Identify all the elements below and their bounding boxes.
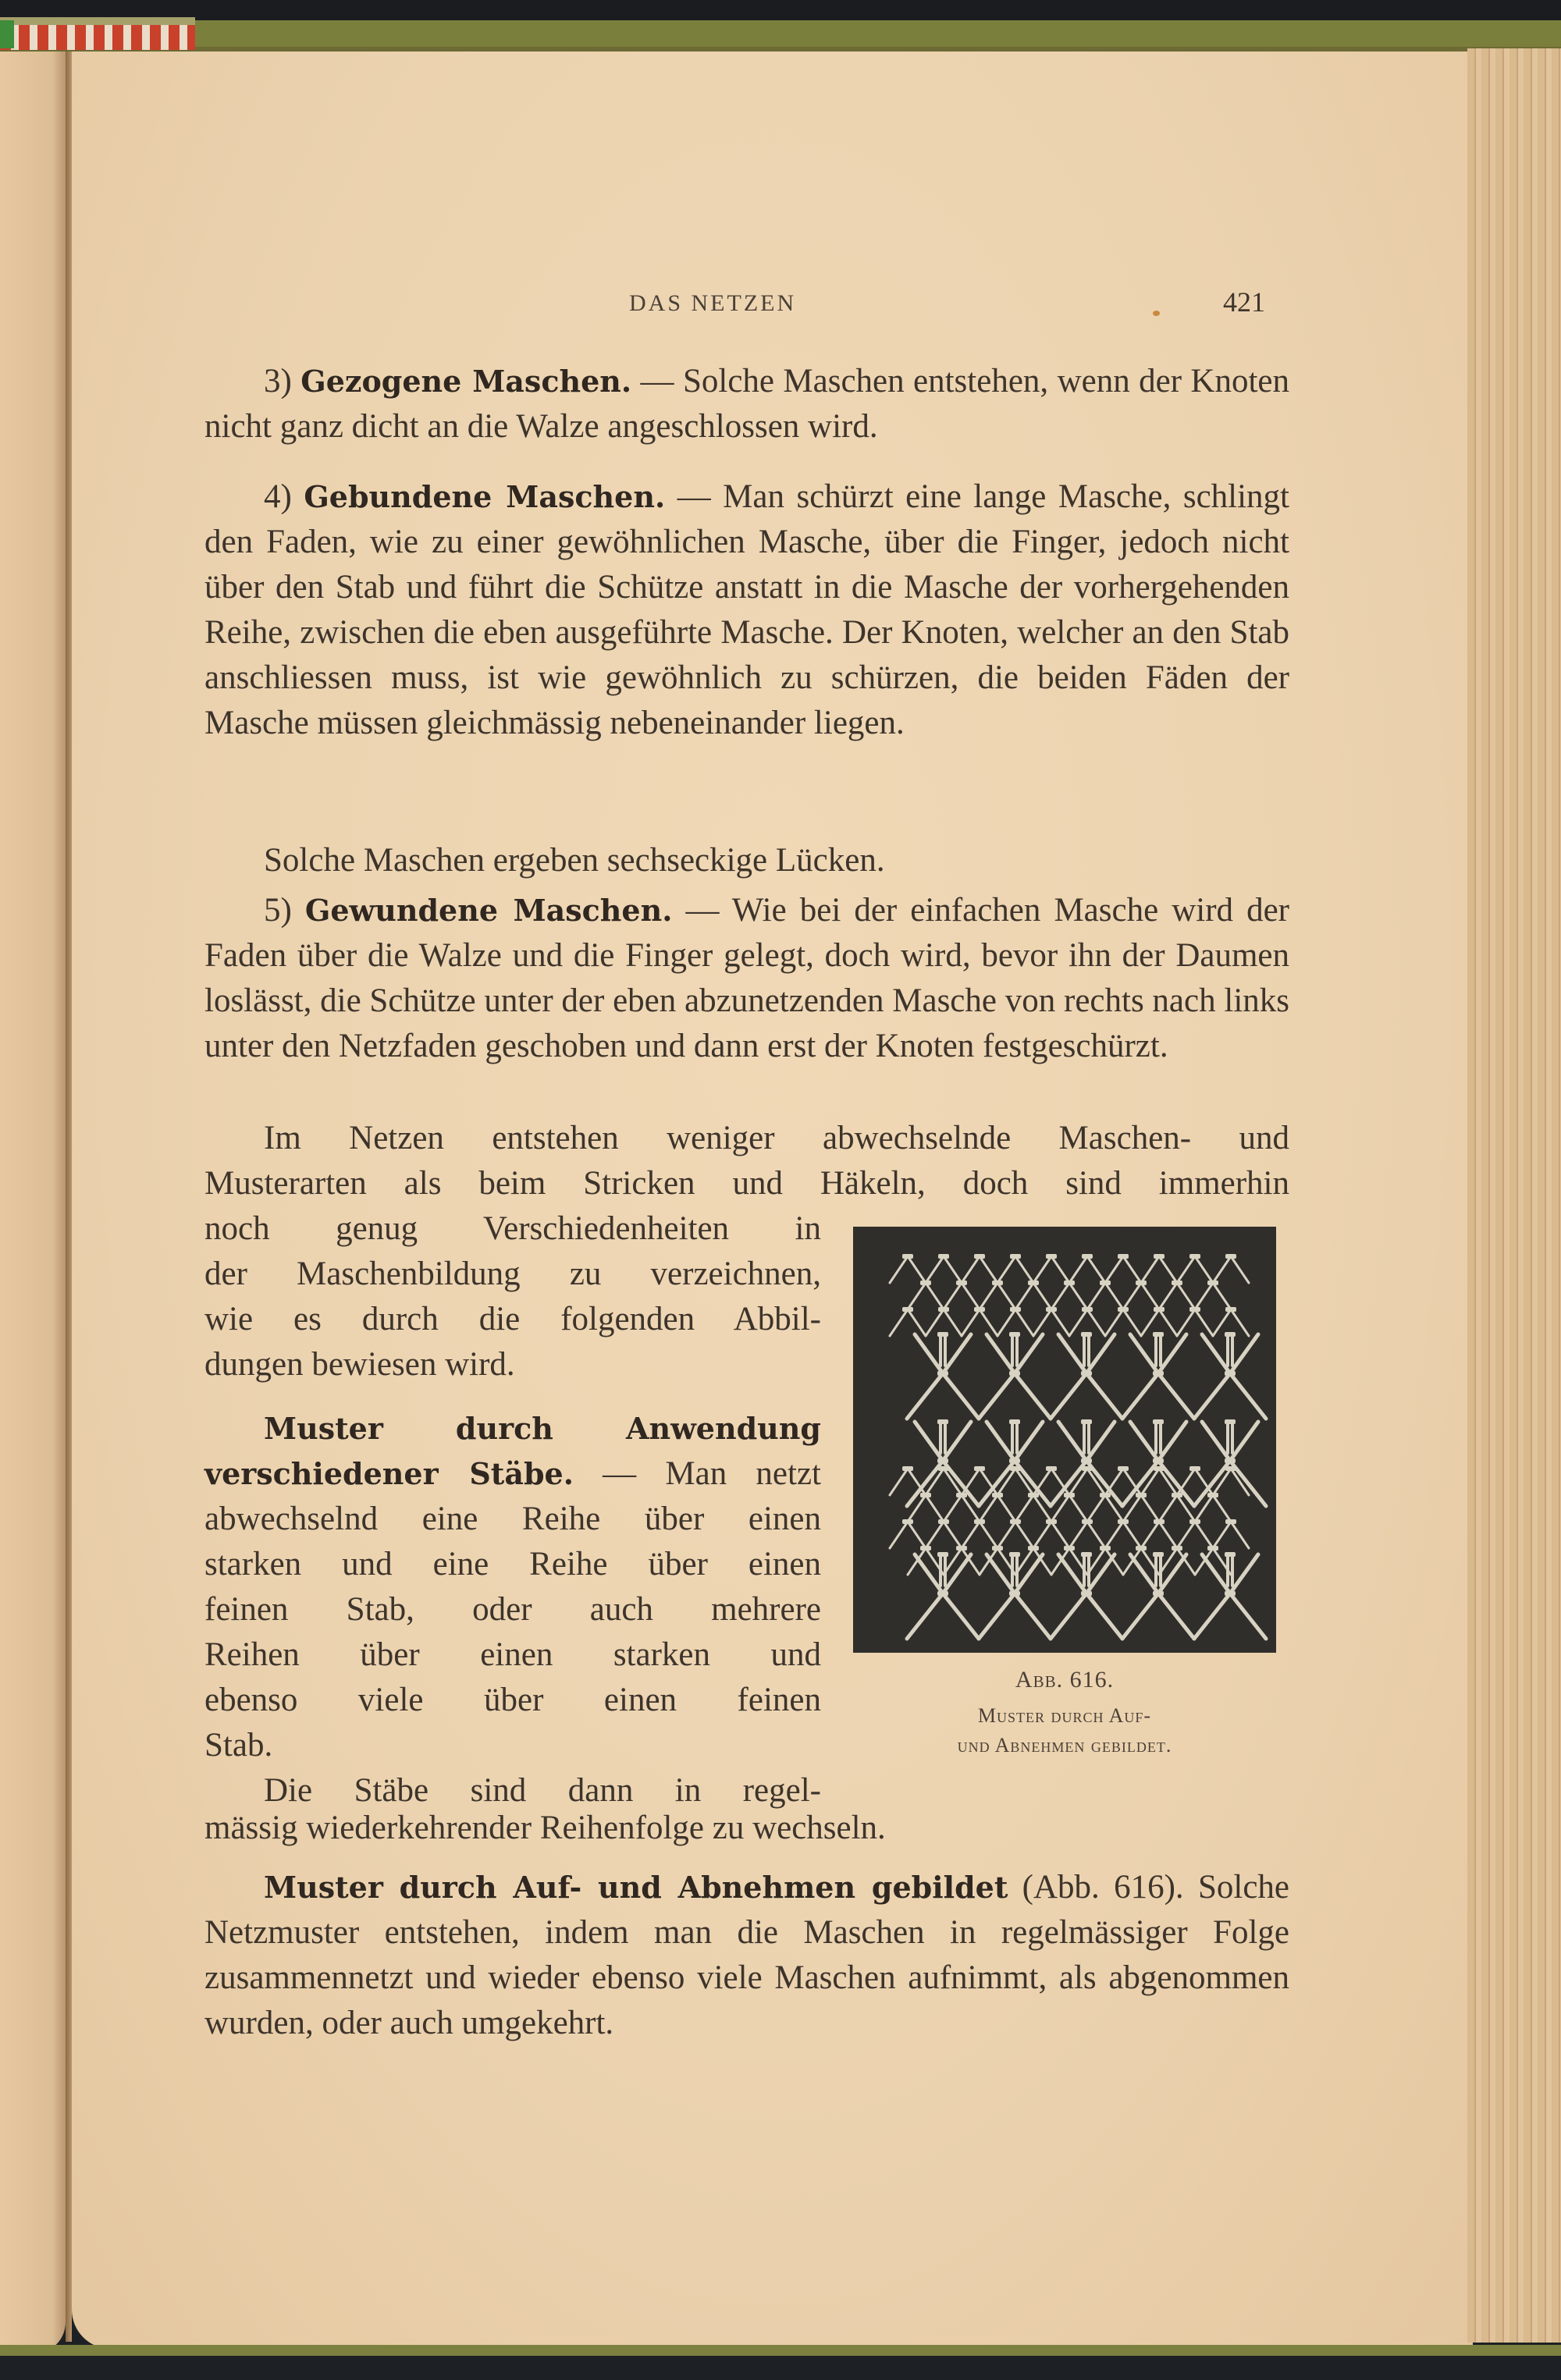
- net-thread: [1213, 1522, 1231, 1548]
- text-line: Die Stäbe sind dann in regel-: [264, 1772, 821, 1809]
- net-thread: [987, 1334, 1015, 1373]
- net-knot: [1154, 1307, 1165, 1312]
- net-thread: [915, 1334, 943, 1373]
- net-thread: [915, 1422, 943, 1461]
- net-thread: [979, 1373, 1015, 1419]
- net-thread: [908, 1283, 926, 1309]
- net-knot: [937, 1552, 948, 1557]
- net-thread: [980, 1283, 997, 1309]
- net-knot: [1225, 1466, 1236, 1471]
- net-thread: [980, 1309, 997, 1336]
- text-line: dungen bewiesen wird.: [204, 1346, 515, 1383]
- net-knot: [1028, 1281, 1039, 1285]
- net-thread: [997, 1495, 1015, 1522]
- net-thread: [908, 1522, 926, 1548]
- net-knot: [1009, 1552, 1020, 1557]
- item-number: 3): [264, 363, 292, 400]
- net-thread: [1105, 1495, 1123, 1522]
- paragraph-auf-abnehmen: [204, 1865, 1289, 2046]
- net-thread: [890, 1522, 908, 1548]
- net-thread: [908, 1548, 926, 1575]
- net-thread: [1015, 1256, 1033, 1283]
- paragraph-sechseckige: [204, 838, 1289, 883]
- net-thread: [890, 1309, 908, 1336]
- net-knot: [1010, 1519, 1021, 1524]
- net-thread: [1123, 1283, 1141, 1309]
- net-thread: [1177, 1495, 1195, 1522]
- netting-illustration: [853, 1227, 1276, 1653]
- net-thread: [1159, 1283, 1177, 1309]
- paragraph-gewundene-maschen: [204, 888, 1289, 1069]
- net-knot: [1010, 1254, 1021, 1259]
- net-knot: [974, 1519, 985, 1524]
- net-knot: [1082, 1466, 1093, 1471]
- net-knot: [1136, 1281, 1147, 1285]
- net-thread: [1015, 1554, 1043, 1593]
- net-thread: [1202, 1554, 1230, 1593]
- net-thread: [907, 1373, 943, 1419]
- net-thread: [1194, 1373, 1230, 1419]
- net-thread: [1033, 1283, 1051, 1309]
- net-thread: [1177, 1309, 1195, 1336]
- net-thread: [1086, 1422, 1115, 1461]
- net-thread: [1087, 1256, 1105, 1283]
- text-line: der Maschenbildung zu verzeichnen,: [204, 1256, 821, 1292]
- net-knot: [1118, 1466, 1129, 1471]
- page-gutter: [66, 52, 72, 2342]
- net-knot: [1136, 1546, 1147, 1551]
- net-knot: [938, 1307, 949, 1312]
- net-thread: [1069, 1522, 1087, 1548]
- net-thread: [1195, 1522, 1213, 1548]
- net-thread: [987, 1554, 1015, 1593]
- net-thread: [1141, 1283, 1159, 1309]
- paragraph-intro-lines: [204, 1116, 1289, 1206]
- net-knot: [902, 1519, 913, 1524]
- net-knot: [1100, 1546, 1111, 1551]
- net-thread: [997, 1256, 1015, 1283]
- running-head: DAS NETZEN: [629, 290, 797, 316]
- text-line: Im Netzen entstehen weniger abwechselnde Maschen- und: [264, 1120, 1289, 1156]
- net-knot: [1136, 1493, 1147, 1497]
- net-knot: [1225, 1419, 1236, 1424]
- net-knot: [1081, 1552, 1092, 1557]
- section-heading: Muster durch Anwendung: [264, 1411, 821, 1446]
- net-thread: [1195, 1548, 1213, 1575]
- net-thread: [926, 1522, 944, 1548]
- net-knot: [1009, 1419, 1020, 1424]
- net-thread: [1051, 1373, 1086, 1419]
- net-knot: [902, 1307, 913, 1312]
- paragraph-text: — Wie bei der einfachen Masche wird der Faden über die Walze und die Finger gelegt, doch wird, bevor ihn der Daumen loslässt, die Schütze unter der eben abzunetzenden Masche von rechts nach links unter den Netzfaden geschoben und dann erst der Knoten festgeschürzt.: [204, 892, 1289, 1064]
- net-thread: [1141, 1495, 1159, 1522]
- net-thread: [1086, 1593, 1122, 1639]
- net-thread: [1213, 1283, 1231, 1309]
- net-thread: [1158, 1554, 1186, 1593]
- paragraph-text: Solche Maschen ergeben sechseckige Lücken.: [264, 842, 885, 879]
- net-knot: [1082, 1307, 1093, 1312]
- net-knot: [956, 1281, 967, 1285]
- net-thread: [1123, 1522, 1141, 1548]
- net-knot: [920, 1493, 931, 1497]
- net-thread: [1158, 1334, 1186, 1373]
- section-heading: verschiedener Stäbe.: [204, 1456, 574, 1491]
- net-thread: [1141, 1256, 1159, 1283]
- net-knot: [1189, 1466, 1200, 1471]
- net-thread: [926, 1283, 944, 1309]
- net-thread: [1130, 1334, 1158, 1373]
- net-thread: [1015, 1334, 1043, 1373]
- net-knot: [1189, 1519, 1200, 1524]
- net-thread: [997, 1283, 1015, 1309]
- text-line: Musterarten als beim Stricken und Häkeln, doch sind immerhin: [204, 1165, 1289, 1202]
- net-thread: [1069, 1495, 1087, 1522]
- net-thread: [1015, 1495, 1033, 1522]
- net-knot: [902, 1466, 913, 1471]
- net-thread: [1195, 1309, 1213, 1336]
- net-thread: [943, 1554, 971, 1593]
- net-thread: [1105, 1283, 1123, 1309]
- net-thread: [1130, 1554, 1158, 1593]
- net-thread: [1105, 1256, 1123, 1283]
- paragraph-text: — Solche Maschen entstehen, wenn der Knoten nicht ganz dicht an die Walze angeschlossen wird.: [204, 363, 1290, 445]
- net-knot: [1172, 1546, 1182, 1551]
- net-knot: [937, 1332, 948, 1337]
- net-thread: [1015, 1283, 1033, 1309]
- net-knot: [1172, 1281, 1182, 1285]
- net-thread: [1051, 1548, 1069, 1575]
- net-thread: [1158, 1373, 1194, 1419]
- net-thread: [987, 1422, 1015, 1461]
- text-line: starken und eine Reihe über einen: [204, 1546, 821, 1583]
- text-line: wie es durch die folgenden Abbil-: [204, 1301, 821, 1337]
- net-knot: [1207, 1493, 1218, 1497]
- net-thread: [908, 1309, 926, 1336]
- net-thread: [962, 1283, 980, 1309]
- net-knot: [1046, 1307, 1057, 1312]
- net-knot: [920, 1546, 931, 1551]
- net-thread: [1230, 1373, 1266, 1419]
- figure-caption-line: Muster durch Auf-: [977, 1704, 1152, 1727]
- net-knot: [1100, 1281, 1111, 1285]
- net-thread: [962, 1256, 980, 1283]
- net-thread: [1122, 1593, 1158, 1639]
- section-heading: Muster durch Auf- und Abnehmen gebildet: [264, 1870, 1008, 1905]
- net-thread: [943, 1334, 971, 1373]
- section-heading: Gewundene Maschen.: [304, 893, 673, 928]
- net-thread: [1194, 1593, 1230, 1639]
- net-thread: [1051, 1309, 1069, 1336]
- net-knot: [974, 1254, 985, 1259]
- net-thread: [1123, 1309, 1141, 1336]
- net-thread: [1202, 1422, 1230, 1461]
- net-thread: [944, 1495, 962, 1522]
- net-thread: [1051, 1283, 1069, 1309]
- net-thread: [1195, 1283, 1213, 1309]
- net-knot: [1153, 1552, 1164, 1557]
- net-knot: [1153, 1332, 1164, 1337]
- net-thread: [1159, 1256, 1177, 1283]
- net-knot: [1100, 1493, 1111, 1497]
- item-number: 5): [264, 892, 292, 929]
- facing-page-edge: [0, 52, 66, 2353]
- net-thread: [1087, 1283, 1105, 1309]
- net-knot: [1225, 1519, 1236, 1524]
- net-thread: [890, 1256, 908, 1283]
- figure-number: Abb. 616.: [1015, 1667, 1115, 1693]
- net-thread: [1230, 1422, 1258, 1461]
- wrapped-text-column: [204, 1206, 821, 1813]
- net-thread: [1087, 1495, 1105, 1522]
- section-heading: Gebundene Maschen.: [304, 479, 666, 514]
- net-knot: [1154, 1466, 1165, 1471]
- net-thread: [980, 1548, 997, 1575]
- net-thread: [1195, 1256, 1213, 1283]
- net-thread: [1123, 1256, 1141, 1283]
- headband-tassel: [0, 20, 14, 48]
- net-thread: [1159, 1522, 1177, 1548]
- item-number: 4): [264, 478, 292, 515]
- net-knot: [1046, 1254, 1057, 1259]
- paragraph-gezogene-maschen: [204, 359, 1289, 449]
- net-thread: [1213, 1309, 1231, 1336]
- net-thread: [962, 1522, 980, 1548]
- net-knot: [1118, 1307, 1129, 1312]
- net-thread: [1231, 1522, 1249, 1548]
- page-block-edges: [1467, 48, 1561, 2343]
- net-thread: [890, 1469, 908, 1495]
- net-thread: [1230, 1593, 1266, 1639]
- net-thread: [908, 1256, 926, 1283]
- net-knot: [937, 1419, 948, 1424]
- net-knot: [938, 1466, 949, 1471]
- paragraph-continuation: [204, 1806, 1289, 1851]
- net-thread: [1058, 1554, 1086, 1593]
- net-knot: [938, 1519, 949, 1524]
- net-thread: [1051, 1256, 1069, 1283]
- text-line: Stab.: [204, 1727, 273, 1764]
- figure-caption-line: und Abnehmen gebildet.: [957, 1734, 1172, 1757]
- net-thread: [1177, 1256, 1195, 1283]
- net-thread: [1086, 1334, 1115, 1373]
- net-knot: [992, 1281, 1003, 1285]
- net-knot: [1225, 1332, 1236, 1337]
- net-thread: [944, 1309, 962, 1336]
- net-knot: [1009, 1332, 1020, 1337]
- net-thread: [1086, 1373, 1122, 1419]
- net-thread: [1123, 1548, 1141, 1575]
- net-thread: [1177, 1469, 1195, 1495]
- net-thread: [1033, 1256, 1051, 1283]
- net-thread: [1015, 1373, 1051, 1419]
- net-thread: [1122, 1373, 1158, 1419]
- net-thread: [1086, 1554, 1115, 1593]
- net-knot: [1154, 1254, 1165, 1259]
- net-knot: [1154, 1519, 1165, 1524]
- net-thread: [1015, 1593, 1051, 1639]
- net-knot: [992, 1493, 1003, 1497]
- net-thread: [979, 1593, 1015, 1639]
- net-thread: [1033, 1495, 1051, 1522]
- net-thread: [1231, 1309, 1249, 1336]
- net-knot: [1172, 1493, 1182, 1497]
- net-thread: [1015, 1422, 1043, 1461]
- net-knot: [1082, 1254, 1093, 1259]
- net-knot: [956, 1493, 967, 1497]
- net-knot: [938, 1254, 949, 1259]
- paragraph-text: Solche Netzmuster entstehen, indem man die Maschen in regelmässiger Folge zusammennetzt und wieder ebenso viele Maschen aufnimmt, als abgenommen wurden, oder auch umgekehrt.: [204, 1869, 1290, 2041]
- net-thread: [915, 1554, 943, 1593]
- net-thread: [944, 1522, 962, 1548]
- book-cover-bottom: [0, 2345, 1561, 2380]
- net-thread: [1105, 1469, 1123, 1495]
- net-thread: [1177, 1522, 1195, 1548]
- net-thread: [1213, 1256, 1231, 1283]
- net-thread: [1141, 1309, 1159, 1336]
- net-thread: [1130, 1422, 1158, 1461]
- net-knot: [1225, 1254, 1236, 1259]
- net-knot: [1081, 1332, 1092, 1337]
- net-knot: [1189, 1254, 1200, 1259]
- net-thread: [1051, 1522, 1069, 1548]
- net-knot: [920, 1281, 931, 1285]
- net-thread: [1033, 1309, 1051, 1336]
- ink-spot: [1153, 311, 1160, 316]
- net-thread: [1141, 1522, 1159, 1548]
- net-thread: [1158, 1593, 1194, 1639]
- net-knot: [1207, 1281, 1218, 1285]
- net-knot: [956, 1546, 967, 1551]
- net-thread: [1087, 1522, 1105, 1548]
- net-knot: [1046, 1466, 1057, 1471]
- net-knot: [1082, 1519, 1093, 1524]
- text-line: ebenso viele über einen feinen: [204, 1682, 821, 1718]
- text-line: noch genug Verschiedenheiten in: [204, 1210, 821, 1247]
- net-thread: [1087, 1309, 1105, 1336]
- net-thread: [926, 1495, 944, 1522]
- net-knot: [1028, 1493, 1039, 1497]
- net-thread: [926, 1256, 944, 1283]
- net-thread: [944, 1283, 962, 1309]
- net-thread: [1058, 1334, 1086, 1373]
- net-thread: [1015, 1522, 1033, 1548]
- net-thread: [1231, 1256, 1249, 1283]
- text-line: mässig wiederkehrender Reihenfolge zu wechseln.: [204, 1810, 886, 1846]
- net-thread: [943, 1422, 971, 1461]
- net-knot: [1118, 1254, 1129, 1259]
- text-line: Reihen über einen starken und: [204, 1636, 821, 1673]
- net-thread: [907, 1593, 943, 1639]
- text-line: — Man netzt: [603, 1455, 821, 1492]
- net-knot: [974, 1307, 985, 1312]
- net-thread: [1177, 1283, 1195, 1309]
- net-thread: [1069, 1309, 1087, 1336]
- net-thread: [1230, 1334, 1258, 1373]
- text-line: feinen Stab, oder auch mehrere: [204, 1591, 821, 1628]
- net-thread: [1158, 1422, 1186, 1461]
- net-thread: [997, 1309, 1015, 1336]
- net-thread: [962, 1309, 980, 1336]
- net-thread: [943, 1593, 979, 1639]
- net-knot: [1064, 1281, 1075, 1285]
- net-thread: [1105, 1309, 1123, 1336]
- paragraph-text: — Man schürzt eine lange Masche, schlingt den Faden, wie zu einer gewöhnlichen Masche, über die Finger, jedoch nicht über den Stab und führt die Schütze anstatt in die Masche der vorhergehenden Reihe, zwischen die eben ausgeführte Masche. Der Knoten, welcher an den Stab anschliessen muss, ist wie gewöhnlich zu schürzen, die beiden Fäden der Masche müssen gleichmässig nebeneinander liegen.: [204, 478, 1290, 741]
- net-thread: [1230, 1554, 1258, 1593]
- net-thread: [997, 1522, 1015, 1548]
- net-knot: [1189, 1307, 1200, 1312]
- net-thread: [962, 1469, 980, 1495]
- net-thread: [1069, 1283, 1087, 1309]
- figure-reference: (Abb. 616).: [1022, 1869, 1184, 1906]
- net-knot: [1081, 1419, 1092, 1424]
- page-number: 421: [1223, 286, 1265, 318]
- figure-netting-pattern: [853, 1227, 1276, 1653]
- net-knot: [992, 1546, 1003, 1551]
- net-knot: [902, 1254, 913, 1259]
- net-thread: [1202, 1334, 1230, 1373]
- net-knot: [1028, 1546, 1039, 1551]
- net-knot: [974, 1466, 985, 1471]
- net-thread: [1105, 1522, 1123, 1548]
- net-thread: [980, 1522, 997, 1548]
- net-knot: [1046, 1519, 1057, 1524]
- net-thread: [944, 1256, 962, 1283]
- net-thread: [1159, 1495, 1177, 1522]
- net-thread: [1058, 1422, 1086, 1461]
- net-knot: [1207, 1546, 1218, 1551]
- net-thread: [1033, 1469, 1051, 1495]
- net-thread: [1213, 1495, 1231, 1522]
- net-knot: [1118, 1519, 1129, 1524]
- net-thread: [962, 1495, 980, 1522]
- paragraph-gebundene-maschen: [204, 474, 1289, 746]
- net-knot: [1225, 1552, 1236, 1557]
- book-cover-top: [0, 0, 1561, 52]
- net-thread: [1159, 1309, 1177, 1336]
- net-thread: [1051, 1593, 1086, 1639]
- book-headband: [0, 17, 195, 50]
- section-heading: Gezogene Maschen.: [300, 364, 632, 399]
- text-line: abwechselnd eine Reihe über einen: [204, 1501, 821, 1537]
- net-thread: [980, 1256, 997, 1283]
- net-knot: [1153, 1419, 1164, 1424]
- net-knot: [1064, 1493, 1075, 1497]
- net-knot: [1225, 1307, 1236, 1312]
- net-knot: [1010, 1466, 1021, 1471]
- net-thread: [926, 1309, 944, 1336]
- net-thread: [1033, 1522, 1051, 1548]
- net-thread: [943, 1373, 979, 1419]
- net-thread: [1069, 1256, 1087, 1283]
- net-knot: [1010, 1307, 1021, 1312]
- net-knot: [1064, 1546, 1075, 1551]
- net-thread: [1015, 1309, 1033, 1336]
